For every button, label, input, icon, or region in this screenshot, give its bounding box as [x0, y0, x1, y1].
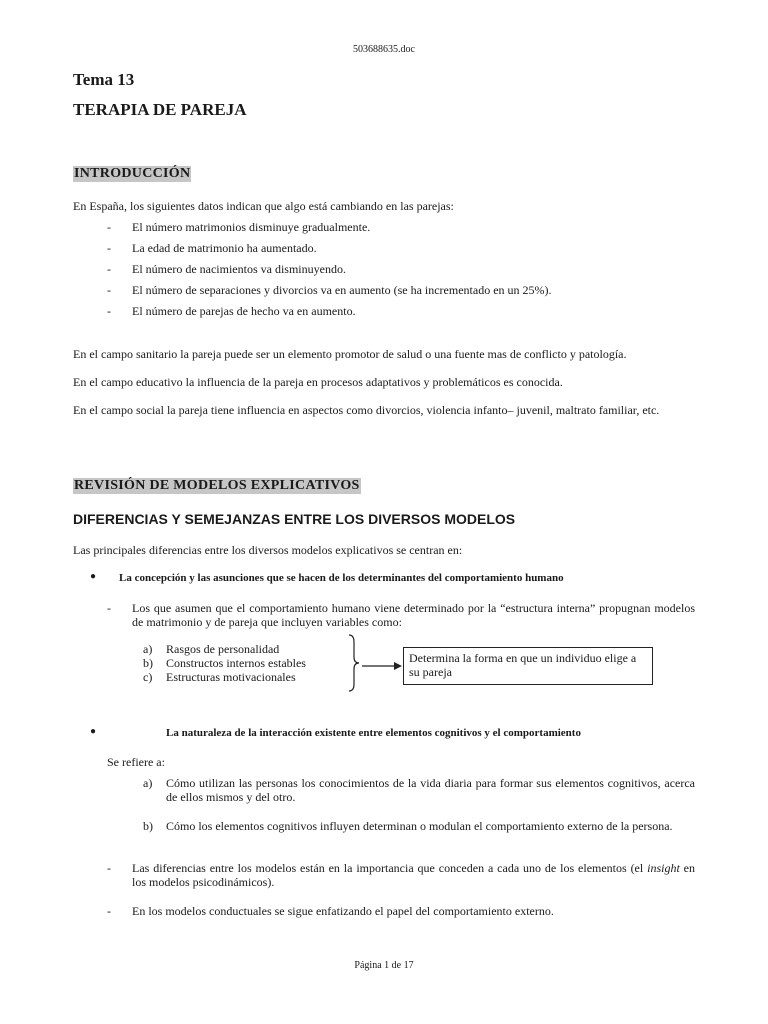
section-heading-introduccion: INTRODUCCIÓN — [74, 166, 191, 181]
page-number: Página 1 de 17 — [354, 960, 414, 971]
page-title: TERAPIA DE PAREJA — [73, 100, 247, 119]
document-filename: 503688635.doc — [353, 44, 415, 55]
paragraph-sanitario: En el campo sanitario la pareja puede ser un elemento promotor de salud o una fuente mas de conflicto y patología. — [73, 347, 627, 361]
list-item: - El número de parejas de hecho va en aumento. — [107, 304, 356, 318]
list-item: - Los que asumen que el comportamiento humano viene determinado por la “estructura interna” propugnan modelos de matrimonio y de pareja que incluyen variables como: — [107, 601, 695, 629]
list-item: - El número de nacimientos va disminuyendo. — [107, 262, 346, 276]
list-item: - La edad de matrimonio ha aumentado. — [107, 241, 317, 255]
models-lead: Las principales diferencias entre los diversos modelos explicativos se centran en: — [73, 543, 463, 557]
list-item: - El número matrimonios disminuye gradualmente. — [107, 220, 371, 234]
brace-icon — [347, 634, 361, 692]
topic-number: Tema 13 — [73, 70, 135, 89]
paragraph-educativo: En el campo educativo la influencia de la pareja en procesos adaptativos y problemáticos es conocida. — [73, 375, 563, 389]
bullet-icon: ● — [90, 726, 97, 737]
bullet-concepcion: ● La concepción y las asunciones que se hacen de los determinantes del comportamiento humano — [90, 571, 564, 584]
arrow-right-icon — [361, 661, 403, 671]
paragraph-social: En el campo social la pareja tiene influencia en aspectos como divorcios, violencia infanto– juvenil, maltrato familiar, etc. — [73, 403, 660, 417]
alpha-item: b) Cómo los elementos cognitivos influyen determinan o modulan el comportamiento externo de la persona. — [143, 819, 673, 833]
refers-label: Se refiere a: — [107, 755, 165, 769]
list-item: - En los modelos conductuales se sigue enfatizando el papel del comportamiento externo. — [107, 904, 554, 918]
list-item: - Las diferencias entre los modelos están en la importancia que conceden a cada uno de los elementos (el insight en los modelos psicodinámicos). — [107, 861, 695, 889]
bullet-interaccion: ● La naturaleza de la interacción existente entre elementos cognitivos y el comportamiento — [90, 726, 581, 739]
alpha-item: c) Estructuras motivacionales — [143, 670, 296, 684]
list-item: - El número de separaciones y divorcios va en aumento (se ha incrementado en un 25%). — [107, 283, 552, 297]
subheading-diferencias: DIFERENCIAS Y SEMEJANZAS ENTRE LOS DIVERSOS MODELOS — [73, 511, 516, 527]
alpha-item: b) Constructos internos estables — [143, 656, 306, 670]
alpha-item: a) Rasgos de personalidad — [143, 642, 280, 656]
intro-lead: En España, los siguientes datos indican que algo está cambiando en las parejas: — [73, 199, 454, 213]
alpha-item: a) Cómo utilizan las personas los conocimientos de la vida diaria para formar sus elementos cognitivos, acerca de ellos mismos y del otro. — [143, 776, 695, 804]
section-heading-modelos: REVISIÓN DE MODELOS EXPLICATIVOS — [74, 478, 360, 493]
bullet-icon: ● — [90, 571, 97, 582]
note-box: Determina la forma en que un individuo elige a su pareja — [403, 647, 653, 685]
